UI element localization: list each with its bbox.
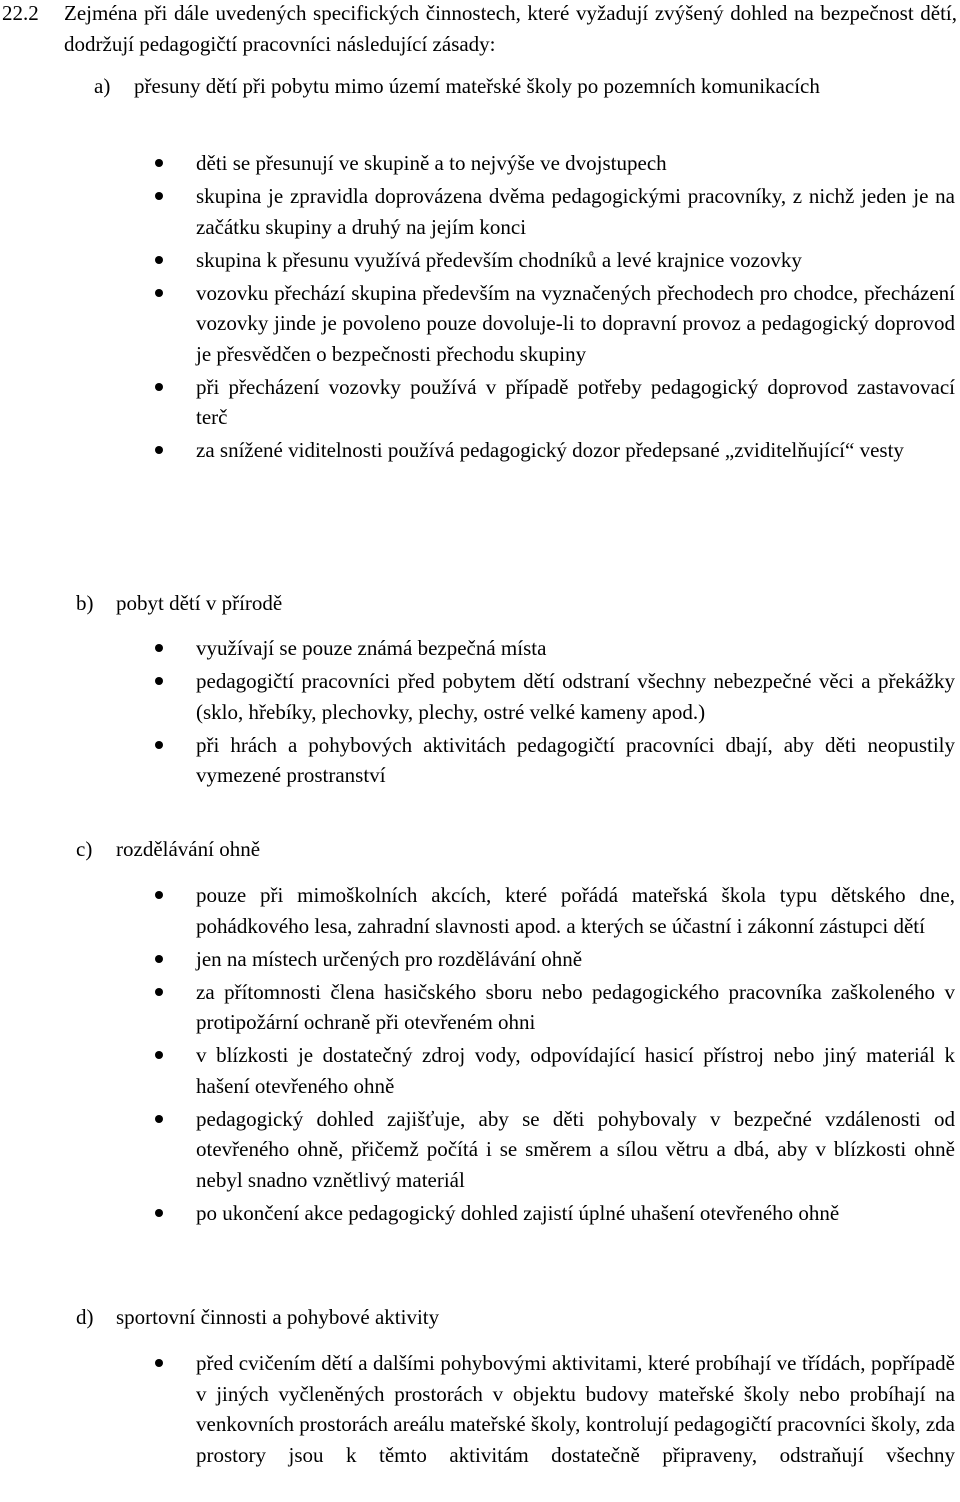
bullet-icon [155,677,163,685]
bullet-icon [155,192,163,200]
bullet-icon [155,383,163,391]
section-heading [76,1302,956,1333]
list-item: při přecházení vozovky používá v případě potřeby pedagogický doprovod zastavovací terč [0,372,960,433]
bullet-icon [155,446,163,454]
bullet-list [0,633,960,793]
section-title: rozdělávání ohně [116,837,261,861]
section-heading [76,588,956,619]
intro-paragraph [2,0,957,59]
bullet-icon [155,1115,163,1123]
list-item: vozovku přechází skupina především na vyznačených přechodech pro chodce, přecházení vozovky jinde je povoleno pouze dovoluje-li to dopravní provoz a pedagogický doprovod je přesvědčen o bezpečnosti přechodu skupiny [0,278,960,370]
bullet-list [0,880,960,1231]
bullet-icon [155,1359,163,1367]
section-title: sportovní činnosti a pohybové aktivity [116,1305,440,1329]
list-item: při hrách a pohybových aktivitách pedagogičtí pracovníci dbají, aby děti neopustily vymezené prostranství [0,730,960,791]
bullet-icon [155,256,163,264]
bullet-icon [155,644,163,652]
section-title: přesuny dětí při pobytu mimo území mateřské školy po pozemních komunikacích [134,74,820,98]
list-item: děti se přesunují ve skupině a to nejvýše ve dvojstupech [0,148,960,179]
list-item: v blízkosti je dostatečný zdroj vody, odpovídající hasicí přístroj nebo jiný materiál k hašení otevřeného ohně [0,1040,960,1101]
section-heading [76,834,956,865]
bullet-icon [155,891,163,899]
list-item: pedagogický dohled zajišťuje, aby se děti pohybovaly v bezpečné vzdálenosti od otevřeného ohně, přičemž počítá i se směrem a sílou větru a dbá, aby v blízkosti ohně nebyl snadno vznětlivý materiál [0,1104,960,1196]
section-letter: b) [76,591,94,615]
section-letter: c) [76,837,93,861]
list-item: využívají se pouze známá bezpečná místa [0,633,960,664]
list-item: skupina k přesunu využívá především chodníků a levé krajnice vozovky [0,245,960,276]
bullet-list [0,1348,960,1473]
list-item: za přítomnosti člena hasičského sboru nebo pedagogického pracovníka zaškoleného v protipožární ochraně při otevřeném ohni [0,977,960,1038]
section-heading [94,71,956,102]
list-item: před cvičením dětí a dalšími pohybovými aktivitami, které probíhají ve třídách, popřípadě v jiných vyčleněných prostorách v objektu budovy mateřské školy nebo probíhají na venkovních prostorách areálu mateřské školy, kontrolují pedagogičtí pracovníci školy, zda prostory jsou k těmto aktivitám dostatečně připraveny, odstraňují všechny [0,1348,960,1470]
section-title: pobyt dětí v přírodě [116,591,283,615]
bullet-icon [155,289,163,297]
bullet-icon [155,159,163,167]
list-item: po ukončení akce pedagogický dohled zajistí úplné uhašení otevřeného ohně [0,1198,960,1229]
bullet-icon [155,988,163,996]
list-item: skupina je zpravidla doprovázena dvěma pedagogickými pracovníky, z nichž jeden je na začátku skupiny a druhý na jejím konci [0,181,960,242]
list-item: pedagogičtí pracovníci před pobytem dětí odstraní všechny nebezpečné věci a překážky (sklo, hřebíky, plechovky, plechy, ostré velké kameny apod.) [0,666,960,727]
list-item: za snížené viditelnosti používá pedagogický dozor předepsané „zviditelňující“ vesty [0,435,960,466]
list-item: pouze při mimoškolních akcích, které pořádá mateřská škola typu dětského dne, pohádkového lesa, zahradní slavnosti apod. a kterých se účastní i zákonní zástupci dětí [0,880,960,941]
bullet-icon [155,955,163,963]
bullet-icon [155,1051,163,1059]
intro-text: Zejména při dále uvedených specifických činnostech, které vyžadují zvýšený dohled na bezpečnost dětí, dodržují pedagogičtí pracovníci následující zásady: [64,1,957,56]
bullet-icon [155,1209,163,1217]
section-number: 22.2 [2,1,39,25]
list-item: jen na místech určených pro rozdělávání ohně [0,944,960,975]
bullet-list [0,148,960,468]
bullet-icon [155,741,163,749]
section-letter: a) [94,74,111,98]
section-letter: d) [76,1305,94,1329]
